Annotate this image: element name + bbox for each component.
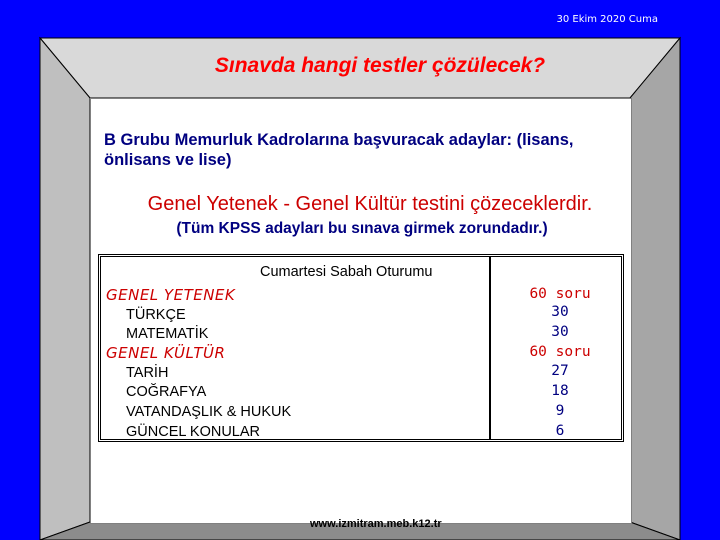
subject-turkce: TÜRKÇE bbox=[126, 307, 186, 323]
highlight-sentence: Genel Yetenek - Genel Kültür testini çözeceklerdir. bbox=[147, 193, 593, 215]
count-turkce: 30 bbox=[551, 304, 569, 320]
intro-paragraph: B Grubu Memurluk Kadrolarına başvuracak adaylar: (lisans, önlisans ve lise) bbox=[104, 131, 574, 169]
group-name-genel-yetenek: GENEL YETENEK bbox=[106, 286, 236, 304]
session-label: Cumartesi Sabah Oturumu bbox=[260, 264, 433, 280]
footer-website: www.izmitram.meb.k12.tr bbox=[310, 518, 442, 530]
bevel-left bbox=[40, 38, 90, 540]
count-tarih: 27 bbox=[551, 363, 569, 379]
count-vatandaslik-hukuk: 9 bbox=[555, 403, 565, 419]
note-sentence: (Tüm KPSS adayları bu sınava girmek zorundadır.) bbox=[176, 220, 548, 237]
group-total-genel-kultur: 60 soru bbox=[529, 344, 591, 360]
slide-date: 30 Ekim 2020 Cuma bbox=[556, 14, 658, 25]
count-matematik: 30 bbox=[551, 324, 569, 340]
subject-guncel-konular: GÜNCEL KONULAR bbox=[126, 424, 261, 440]
group-total-genel-yetenek: 60 soru bbox=[529, 286, 591, 302]
subject-tarih: TARİH bbox=[126, 365, 169, 381]
bevel-right bbox=[630, 38, 680, 540]
subject-matematik: MATEMATİK bbox=[126, 326, 209, 342]
count-guncel-konular: 6 bbox=[555, 423, 565, 439]
group-name-genel-kultur: GENEL KÜLTÜR bbox=[106, 344, 226, 362]
count-cografya: 18 bbox=[551, 383, 569, 399]
slide-title: Sınavda hangi testler çözülecek? bbox=[214, 54, 546, 77]
subject-cografya: COĞRAFYA bbox=[126, 384, 207, 400]
subject-vatandaslik-hukuk: VATANDAŞLIK & HUKUK bbox=[126, 404, 292, 420]
